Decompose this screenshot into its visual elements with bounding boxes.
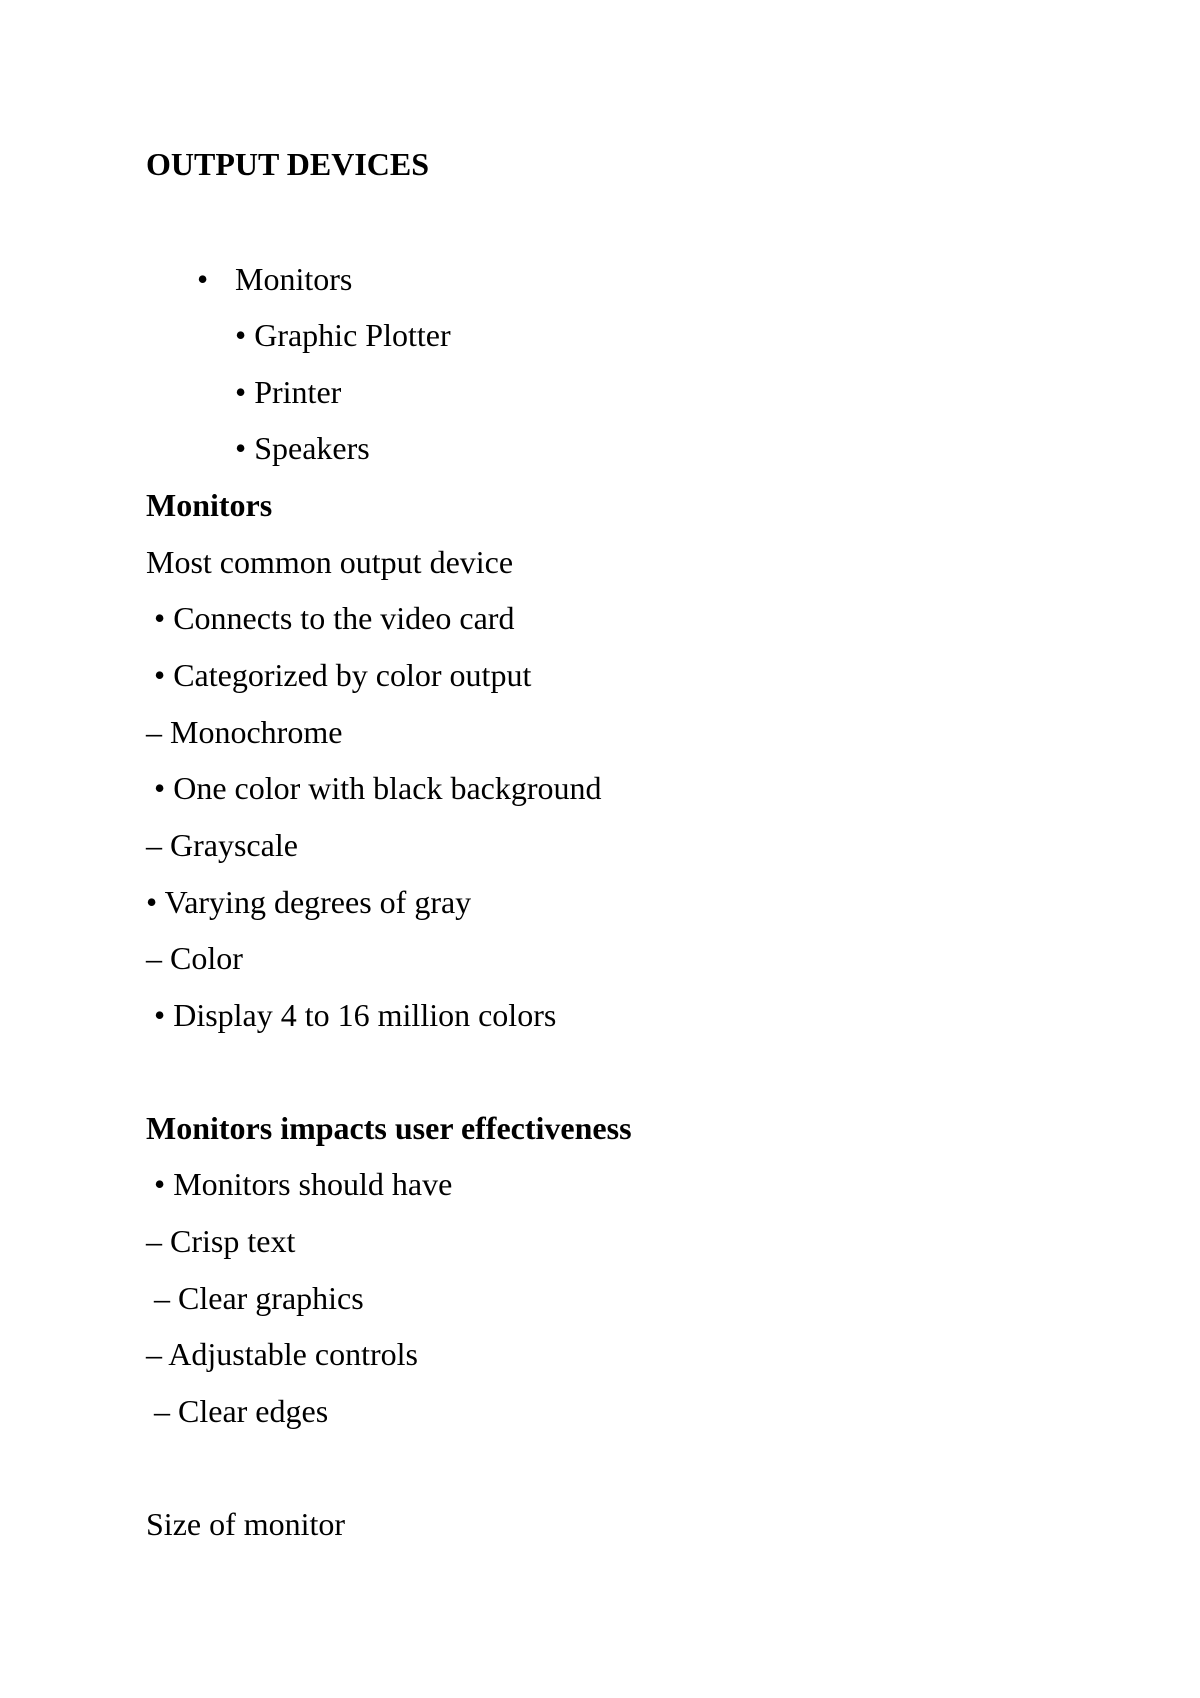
text-line: Most common output device — [146, 544, 514, 580]
list-item-printer: • Printer — [235, 374, 342, 410]
text-line: • Categorized by color output — [146, 657, 532, 693]
text-line: – Color — [146, 940, 243, 976]
text-line: • One color with black background — [146, 770, 602, 806]
list-item-monitors: Monitors — [235, 261, 353, 297]
list-item-speakers: • Speakers — [235, 430, 370, 466]
text-line: – Monochrome — [146, 714, 343, 750]
footer-line: Size of monitor — [146, 1506, 346, 1542]
text-line: • Display 4 to 16 million colors — [146, 997, 557, 1033]
list-item-graphic-plotter: • Graphic Plotter — [235, 317, 451, 353]
text-line: – Grayscale — [146, 827, 298, 863]
text-line: • Varying degrees of gray — [146, 884, 472, 920]
text-line: – Crisp text — [146, 1223, 296, 1259]
text-line: – Adjustable controls — [146, 1336, 418, 1372]
text-line: • Monitors should have — [146, 1166, 453, 1202]
section-heading-effectiveness: Monitors impacts user effectiveness — [146, 1110, 632, 1146]
text-line: – Clear edges — [146, 1393, 329, 1429]
page-title: OUTPUT DEVICES — [146, 146, 430, 182]
section-heading-monitors: Monitors — [146, 487, 273, 523]
bullet-icon: • — [197, 261, 209, 297]
text-line: • Connects to the video card — [146, 600, 515, 636]
text-line: – Clear graphics — [146, 1280, 364, 1316]
